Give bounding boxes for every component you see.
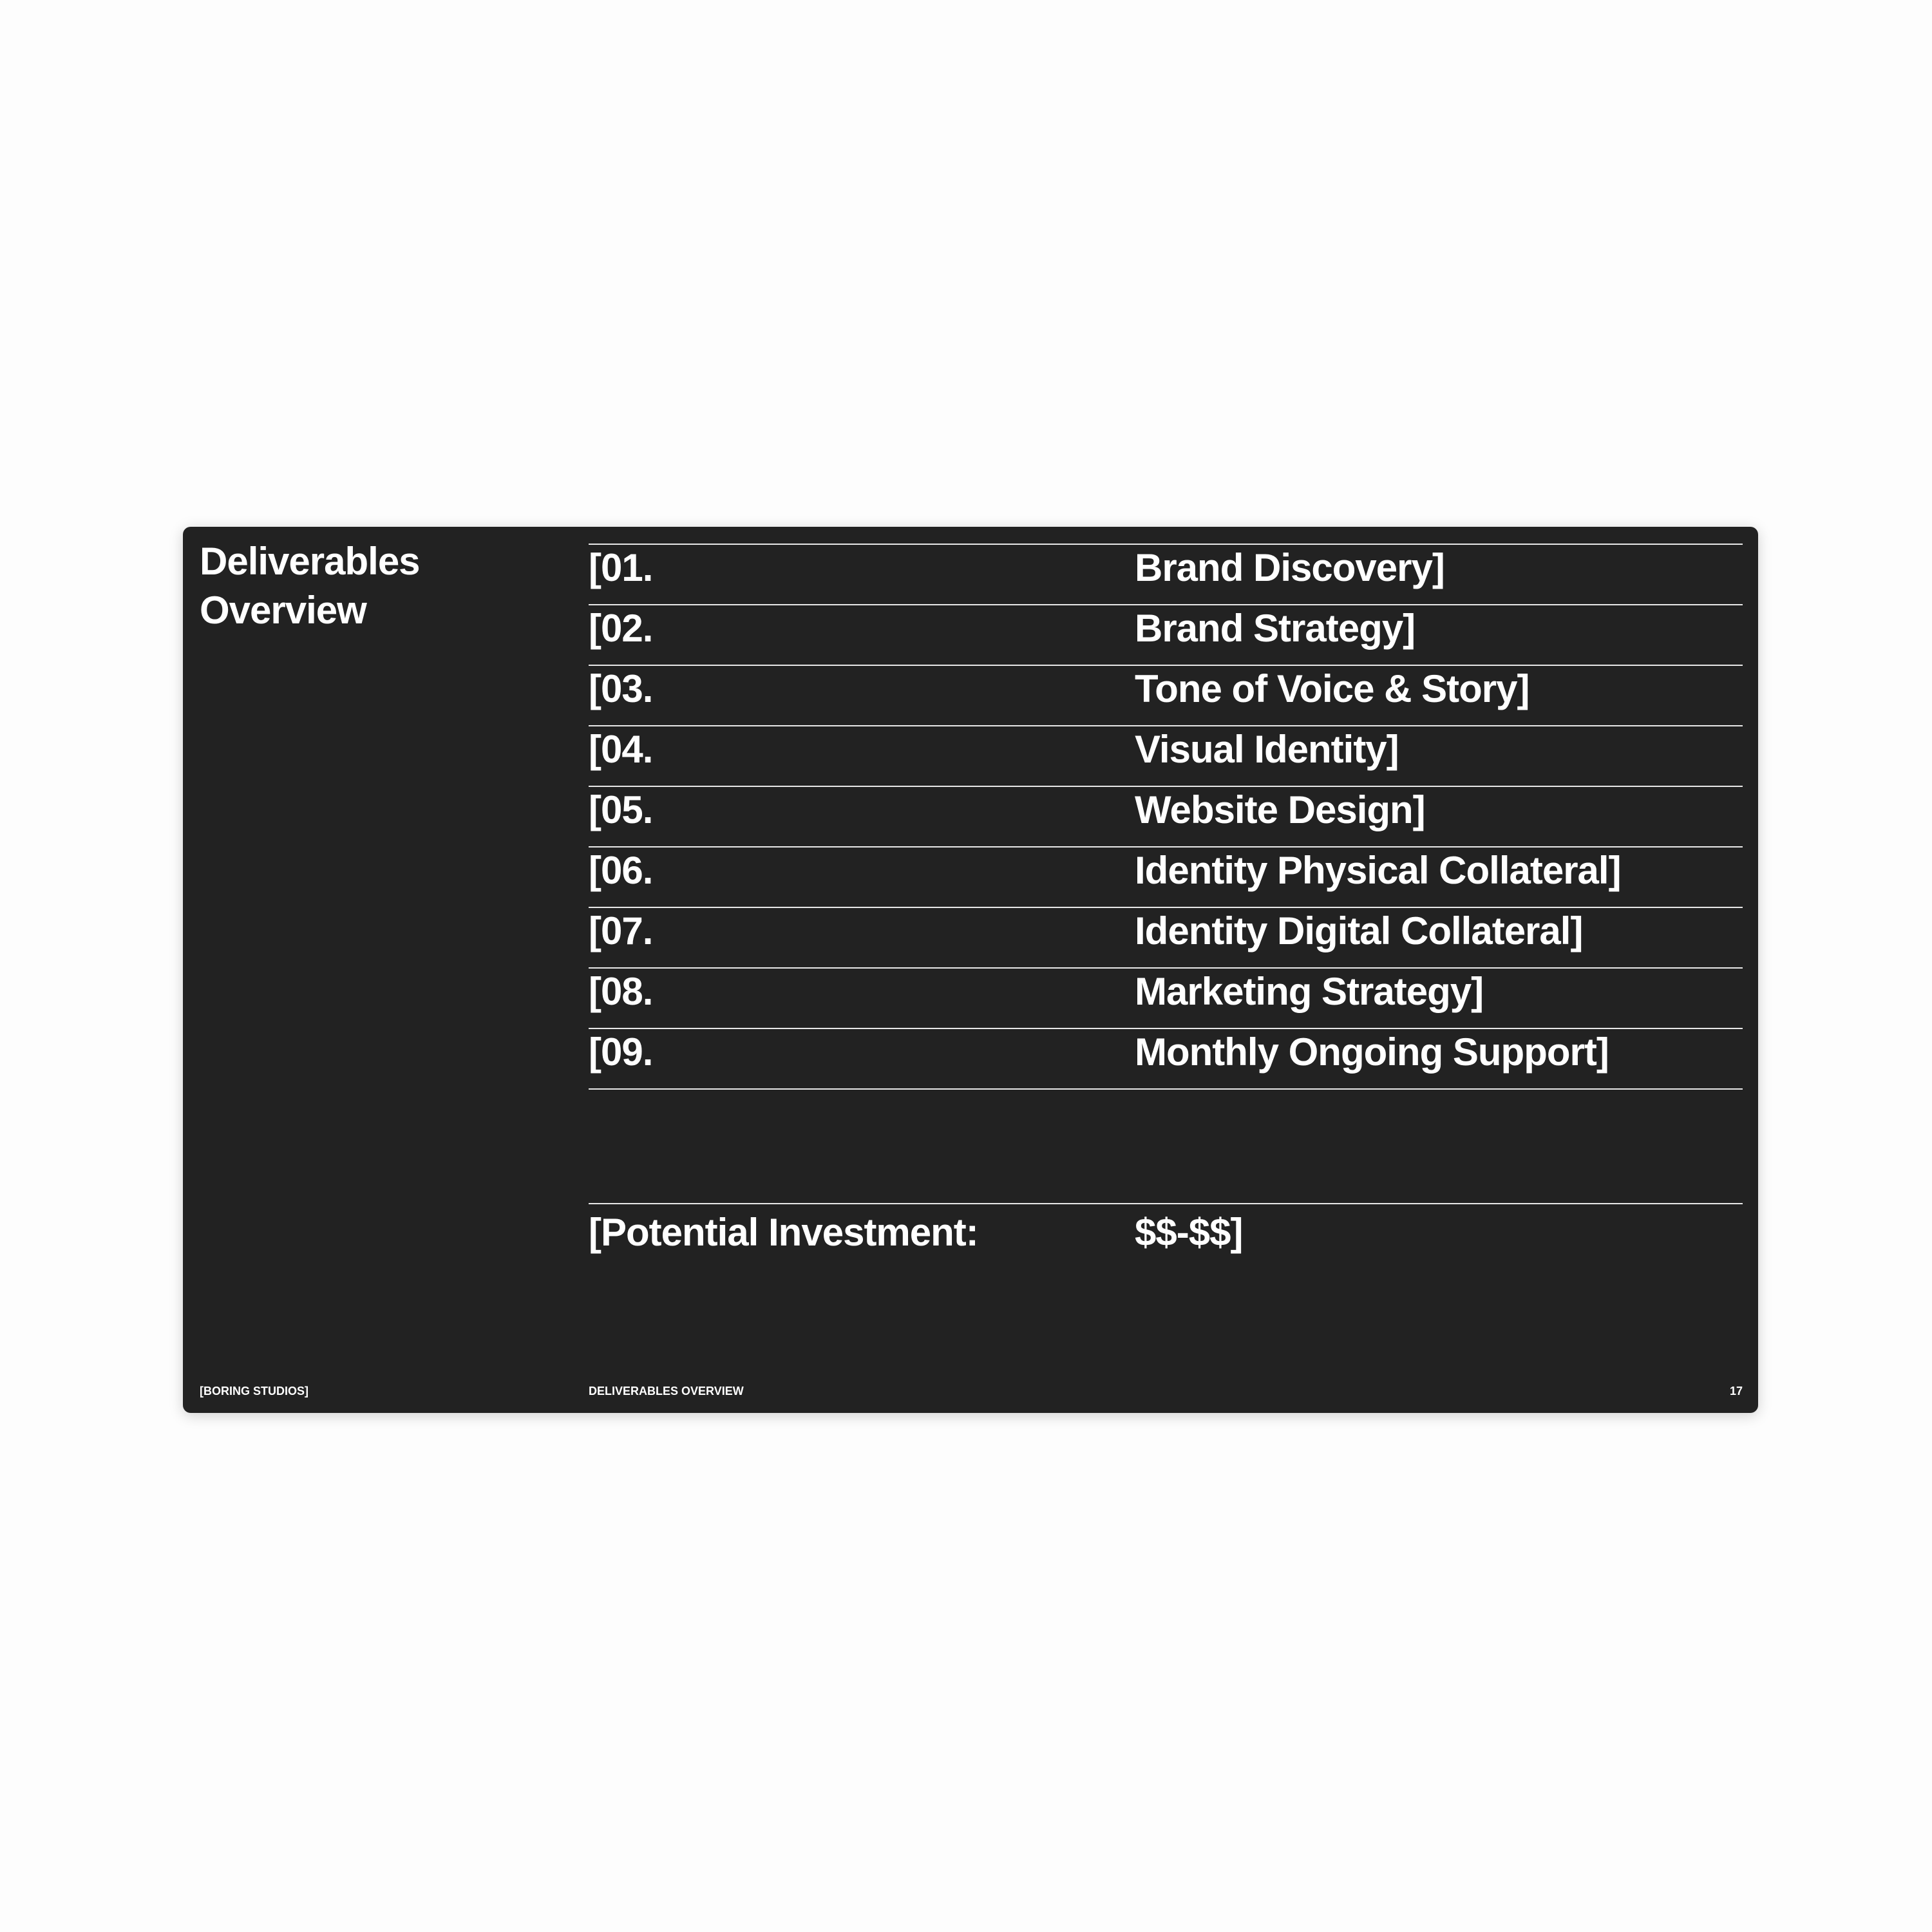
deliverables-list xyxy=(589,544,1743,1090)
deliverable-name: Brand Discovery] xyxy=(1135,546,1444,589)
slide xyxy=(183,527,1758,1413)
list-item xyxy=(589,1028,1743,1088)
deliverable-number: [08. xyxy=(589,970,653,1013)
deliverable-number: [01. xyxy=(589,546,653,589)
list-item xyxy=(589,725,1743,786)
deliverable-name: Identity Digital Collateral] xyxy=(1135,909,1583,952)
list-item xyxy=(589,786,1743,846)
deliverable-number: [02. xyxy=(589,607,653,650)
list-item xyxy=(589,544,1743,604)
slide-title-line-2: Overview xyxy=(200,589,366,632)
slide-title xyxy=(200,537,420,635)
deliverable-number: [04. xyxy=(589,728,653,771)
slide-title-line-1: Deliverables xyxy=(200,540,420,583)
deliverable-number: [07. xyxy=(589,909,653,952)
deliverable-number: [03. xyxy=(589,667,653,710)
deliverable-name: Brand Strategy] xyxy=(1135,607,1416,650)
footer-brand: [BORING STUDIOS] xyxy=(200,1385,308,1397)
investment-row xyxy=(589,1203,1743,1275)
list-item xyxy=(589,846,1743,907)
deliverable-number: [05. xyxy=(589,788,653,831)
list-item xyxy=(589,967,1743,1028)
page-number: 17 xyxy=(1729,1385,1743,1397)
list-item xyxy=(589,665,1743,725)
deliverable-number: [06. xyxy=(589,849,653,892)
deliverable-number: [09. xyxy=(589,1030,653,1074)
list-item xyxy=(589,907,1743,967)
footer-section: DELIVERABLES OVERVIEW xyxy=(589,1385,744,1397)
list-item xyxy=(589,604,1743,665)
deliverable-name: Website Design] xyxy=(1135,788,1425,831)
deliverable-name: Visual Identity] xyxy=(1135,728,1399,771)
investment-value: $$-$$] xyxy=(1135,1211,1243,1254)
deliverable-name: Tone of Voice & Story] xyxy=(1135,667,1530,710)
investment-label: [Potential Investment: xyxy=(589,1211,978,1254)
deliverable-name: Marketing Strategy] xyxy=(1135,970,1484,1013)
deliverable-name: Identity Physical Collateral] xyxy=(1135,849,1621,892)
deliverable-name: Monthly Ongoing Support] xyxy=(1135,1030,1609,1074)
